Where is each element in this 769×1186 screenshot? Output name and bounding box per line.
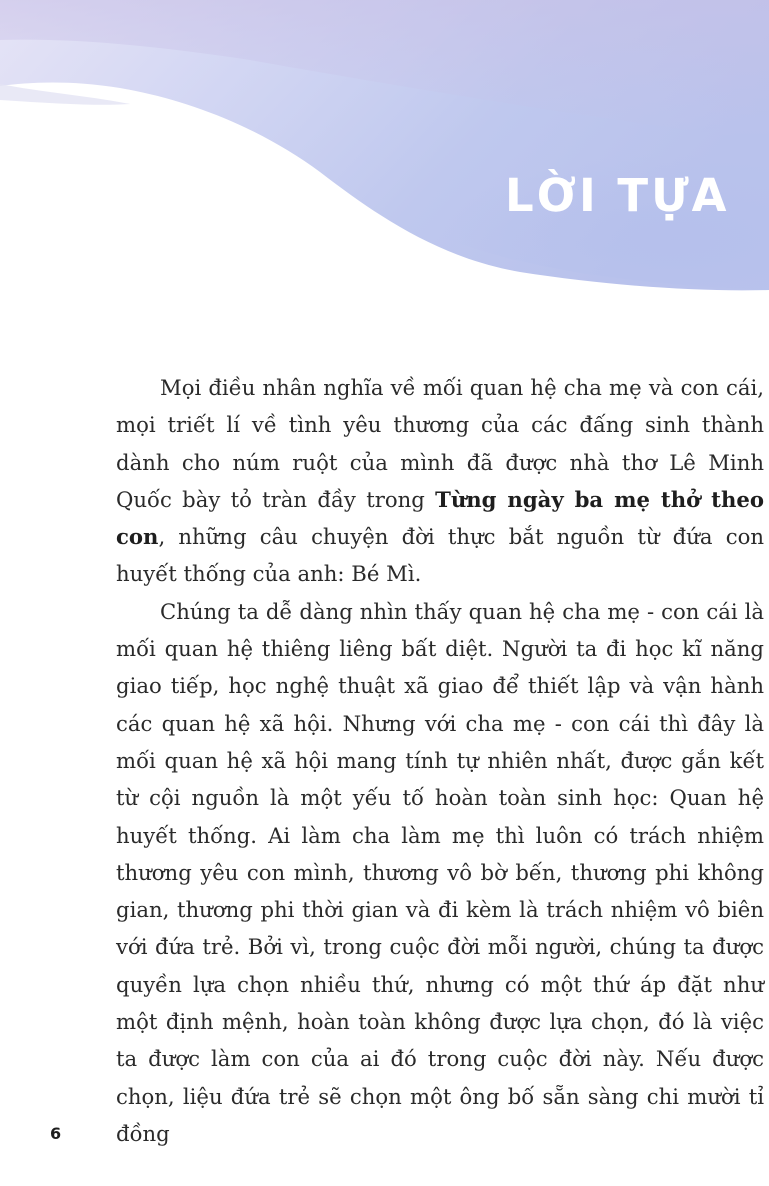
chapter-title: LỜI TỰA xyxy=(505,169,730,222)
paragraph-text: , những câu chuyện đời thực bắt nguồn từ đứa con huyết thống của anh: Bé Mì. xyxy=(116,524,764,587)
book-title-emphasis: Từng ngày ba mẹ thở theo con xyxy=(116,486,764,550)
watercolor-header-band xyxy=(0,0,769,300)
body-text xyxy=(116,369,764,1152)
paragraph xyxy=(116,369,764,593)
paragraph-text: Mọi điều nhân nghĩa về mối quan hệ cha mẹ và con cái, mọi triết lí về tình yêu thương của các đấng sinh thành dành cho núm ruột của mình đã được nhà thơ Lê Minh Quốc bày tỏ tràn đầy trong xyxy=(116,375,764,512)
page-number: 6 xyxy=(50,1124,62,1143)
paragraph: Chúng ta dễ dàng nhìn thấy quan hệ cha mẹ - con cái là mối quan hệ thiêng liêng bất diệt. Người ta đi học kĩ năng giao tiếp, học nghệ thuật xã giao để thiết lập và vận hành các quan hệ xã hội. Nhưng với cha mẹ - con cái thì đây là mối quan hệ xã hội mang tính tự nhiên nhất, được gắn kết từ cội nguồn là một yếu tố hoàn toàn sinh học: Quan hệ huyết thống. Ai làm cha làm mẹ thì luôn có trách nhiệm thương yêu con mình, thương vô bờ bến, thương phi không gian, thương phi thời gian và đi kèm là trách nhiệm vô biên với đứa trẻ. Bởi vì, trong cuộc đời mỗi người, chúng ta được quyền lựa chọn nhiều thứ, nhưng có một thứ áp đặt như một định mệnh, hoàn toàn không được lựa chọn, đó là việc ta được làm con của ai đó trong cuộc đời này. Nếu được chọn, liệu đứa trẻ sẽ chọn một ông bố sẵn sàng chi mười tỉ đồng xyxy=(116,598,764,1146)
